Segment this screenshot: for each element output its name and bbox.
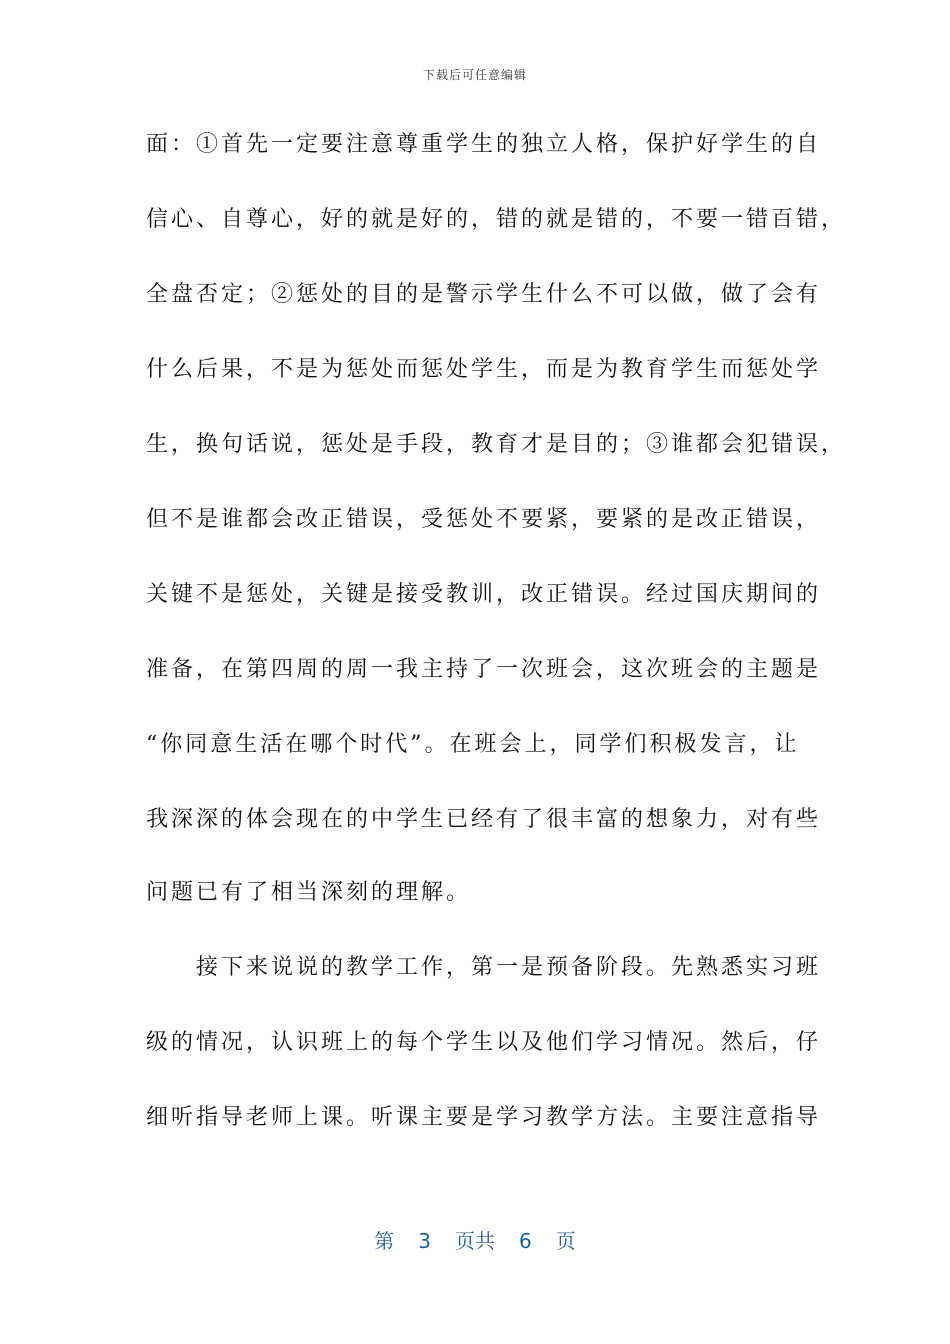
page-current-number: 3: [418, 1229, 431, 1253]
text-line: “你同意生活在哪个时代”。在班会上，同学们积极发言，让: [146, 732, 800, 757]
text-line: 关键不是惩处，关键是接受教训，改正错误。经过国庆期间的: [146, 582, 822, 607]
page-header: 下载后可任意编辑: [422, 68, 527, 82]
text-line: 什么后果，不是为惩处而惩处学生，而是为教育学生而惩处学: [146, 357, 822, 382]
page-prefix: 第: [374, 1229, 395, 1253]
text-line: 全盘否定；②惩处的目的是警示学生什么不可以做，做了会有: [146, 282, 822, 307]
text-line: 我深深的体会现在的中学生已经有了很丰富的想象力，对有些: [146, 807, 822, 832]
page-footer: [0, 1225, 950, 1254]
page-middle: 页共: [455, 1229, 495, 1253]
text-line: 准备，在第四周的周一我主持了一次班会，这次班会的主题是: [146, 657, 822, 682]
text-line: 问题已有了相当深刻的理解。: [146, 880, 472, 905]
text-line: 但不是谁都会改正错误，受惩处不要紧，要紧的是改正错误，: [146, 507, 822, 532]
text-line: 信心、自尊心，好的就是好的，错的就是错的，不要一错百错，: [146, 207, 847, 232]
text-line: 生，换句话说，惩处是手段，教育才是目的；③谁都会犯错误，: [146, 432, 847, 457]
text-line: 细听指导老师上课。听课主要是学习教学方法。主要注意指导: [146, 1105, 822, 1130]
page-suffix: 页: [555, 1229, 576, 1253]
page-total-number: 6: [519, 1229, 532, 1253]
text-line: 级的情况，认识班上的每个学生以及他们学习情况。然后，仔: [146, 1030, 822, 1055]
text-line: 面：①首先一定要注意尊重学生的独立人格，保护好学生的自: [146, 132, 822, 157]
text-line: 接下来说说的教学工作，第一是预备阶段。先熟悉实习班: [146, 955, 822, 980]
